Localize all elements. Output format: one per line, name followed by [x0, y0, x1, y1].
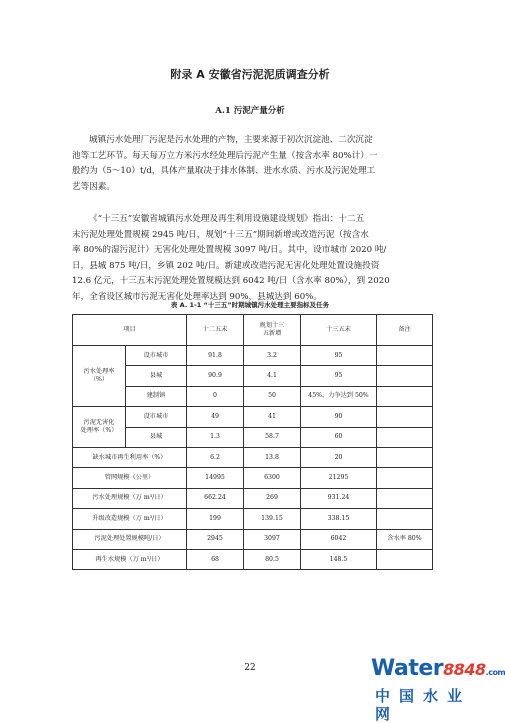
page-title: 附录 A 安徽省污泥泥质调查分析	[170, 68, 330, 81]
row-label: 管网规模（公里）	[73, 468, 187, 488]
header-new-13th	[244, 315, 301, 346]
cell-note	[377, 346, 433, 366]
cell-v3: 95	[301, 366, 377, 386]
cell-v2: 80.5	[244, 549, 301, 569]
cell-v2: 139.15	[244, 509, 301, 529]
cell-v2: 41	[244, 407, 301, 427]
text-line: 年，全省设区城市污泥无害化处理率达到 90%，县城达到 60%。	[72, 291, 322, 302]
cell-v3: 21295	[301, 468, 377, 488]
cell-v1: 199	[187, 509, 244, 529]
cell-v2: 58.7	[244, 427, 301, 447]
cell-v3: 6042	[301, 529, 377, 549]
cell-note	[377, 427, 433, 447]
header-end-12th: 十二五末	[187, 315, 244, 346]
cell-note	[377, 407, 433, 427]
table-caption: 表 A. 1-1 “十三五”时期城镇污水处理主要指标及任务	[170, 301, 330, 309]
cell-note	[377, 549, 433, 569]
cell-v1: 49	[187, 407, 244, 427]
page-number: 22	[244, 663, 256, 673]
row-label: 再生水规模（万 m³/日）	[73, 549, 187, 569]
cell-note	[377, 488, 433, 508]
table-row	[73, 427, 433, 447]
cell-v1: 1.3	[187, 427, 244, 447]
header-new-13th-line1: 规划十三	[259, 322, 285, 329]
cell-note	[377, 386, 433, 406]
cell-v2: 269	[244, 488, 301, 508]
cell-v2: 4.1	[244, 366, 301, 386]
table-row	[73, 386, 433, 406]
row-label: 设市城市	[126, 407, 187, 427]
text-line: 率 80%的湿污泥计）无害化处理处置规模 3097 吨/日。其中，设市城市 2020 吨/	[72, 245, 387, 255]
cell-v2: 50	[244, 386, 301, 406]
text-line: 日，县城 875 吨/日，乡镇 202 吨/日。新建或改造污泥无害化处理处置设施投资	[72, 260, 380, 271]
table-row	[73, 407, 433, 427]
cell-v1: 91.8	[187, 346, 244, 366]
table-header-row	[73, 315, 433, 346]
table-row	[73, 509, 433, 529]
cell-v3: 45%，力争达到 50%	[301, 386, 377, 406]
indicator-table	[72, 314, 433, 570]
cell-v2: 3.2	[244, 346, 301, 366]
table-row	[73, 529, 433, 549]
cell-v3: 931.24	[301, 488, 377, 508]
cell-note	[377, 366, 433, 386]
text-line: 12.6 亿元，十三五末污泥处理处置规模达到 6042 吨/日（含水率 80%），到 2020	[72, 276, 390, 286]
watermark-brand-com: .com	[485, 668, 505, 677]
table-row	[73, 488, 433, 508]
cell-v1: 90.9	[187, 366, 244, 386]
cell-note	[377, 509, 433, 529]
cell-v3: 60	[301, 427, 377, 447]
cell-v1: 662.24	[187, 488, 244, 508]
cell-v3: 20	[301, 447, 377, 467]
paragraph-2	[72, 212, 430, 305]
table-row	[73, 468, 433, 488]
cell-note	[377, 468, 433, 488]
cell-v3: 90	[301, 407, 377, 427]
header-end-13th: 十三五末	[301, 315, 377, 346]
row-label: 升级改造规模（万 m³/日）	[73, 509, 187, 529]
watermark-brand-number: 8848	[443, 660, 486, 679]
row-label: 污水处理规模（万 m³/日）	[73, 488, 187, 508]
watermark-brand-water: Water	[371, 656, 444, 681]
cell-v2: 13.8	[244, 447, 301, 467]
table-row	[73, 366, 433, 386]
cell-v1: 14995	[187, 468, 244, 488]
cell-v1: 6.2	[187, 447, 244, 467]
text-line: 《“十三五”安徽省城镇污水处理及再生利用设施建设规划》指出：十二五	[89, 214, 365, 224]
cell-v3: 148.5	[301, 549, 377, 569]
cell-v3: 95	[301, 346, 377, 366]
row-label: 县城	[126, 366, 187, 386]
cell-v3: 338.15	[301, 509, 377, 529]
row-label: 县城	[126, 427, 187, 447]
paragraph-1	[72, 133, 430, 195]
group-sewage-rate-line2: （%）	[89, 376, 109, 384]
row-label: 污泥处理处置规模吨/日）	[73, 529, 187, 549]
text-line: 城镇污水处理厂污泥是污水处理的产物，主要来源于初次沉淀池、二次沉淀	[89, 135, 373, 145]
row-label: 建制镇	[126, 386, 187, 406]
cell-note: 含水率 80%	[377, 529, 433, 549]
group-sewage-rate	[73, 346, 126, 407]
section-heading: A.1 污泥产量分析	[215, 106, 285, 116]
header-new-13th-line2: 五新增	[262, 330, 282, 337]
header-note: 备注	[377, 315, 433, 346]
text-line: 般约为（5～10）t/d，具体产量取决于排水体制、进水水质、污水及污泥处理工	[72, 166, 376, 176]
cell-v2: 6300	[244, 468, 301, 488]
row-label: 缺水城市再生利用率（%）	[73, 447, 187, 467]
group-sewage-rate-line1: 污水处理率	[83, 368, 115, 376]
text-line: 末污泥处理处置规模 2945 吨/日，规划“十三五”期间新增或改造污泥（按含水	[72, 229, 369, 240]
table-row	[73, 447, 433, 467]
header-item: 项目	[73, 315, 187, 346]
text-line: 池等工艺环节。每天每万立方米污水经处理后污泥产生量（按含水率 80%计）一	[72, 150, 378, 161]
watermark-logo	[371, 656, 505, 723]
row-label: 设市城市	[126, 346, 187, 366]
group-sludge-rate-line1: 污泥无害化	[83, 419, 115, 427]
group-sludge-rate-line2: 处理率（%）	[80, 427, 118, 435]
table-row	[73, 346, 433, 366]
group-sludge-rate	[73, 407, 126, 448]
watermark-chinese-name: 中国水业网	[375, 687, 472, 723]
cell-v1: 2945	[187, 529, 244, 549]
table-row	[73, 549, 433, 569]
watermark-brand	[371, 656, 505, 685]
cell-v1: 68	[187, 549, 244, 569]
cell-v2: 3097	[244, 529, 301, 549]
cell-note	[377, 447, 433, 467]
text-line: 艺等因素。	[72, 181, 115, 192]
cell-v1: 0	[187, 386, 244, 406]
